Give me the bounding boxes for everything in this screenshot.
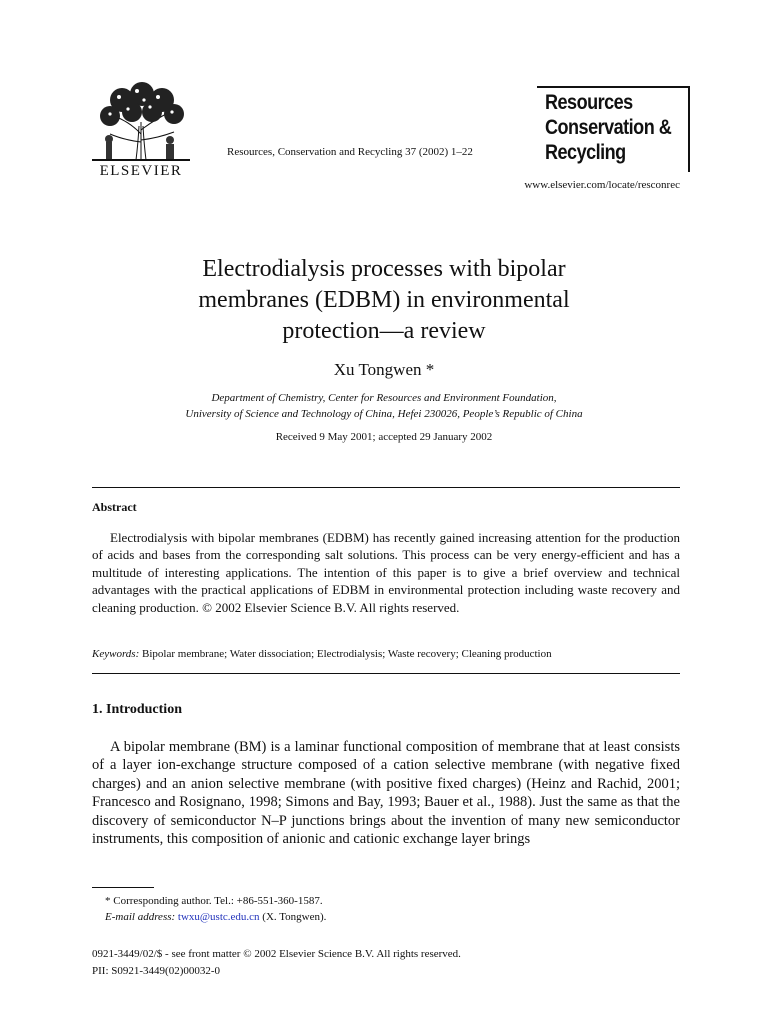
introduction-body <box>92 738 680 848</box>
email-suffix: (X. Tongwen). <box>262 910 327 923</box>
email-link[interactable]: twxu@ustc.edu.cn <box>177 910 260 923</box>
abstract-body <box>92 529 680 616</box>
section-heading-introduction: 1. Introduction <box>92 702 182 717</box>
affiliation-line: Department of Chemistry, Center for Resources and Environment Foundation, <box>211 392 557 404</box>
journal-title-line: Resources <box>545 91 633 114</box>
keywords <box>92 648 552 660</box>
paper-title <box>0 254 768 347</box>
author-name: Xu Tongwen * <box>333 360 435 379</box>
pii-line: PII: S0921-3449(02)00032-0 <box>92 965 221 977</box>
keywords-label: Keywords: <box>92 648 140 660</box>
keywords-text: Bipolar membrane; Water dissociation; Electrodialysis; Waste recovery; Cleaning production <box>142 648 552 660</box>
front-matter <box>92 946 461 980</box>
abstract-text: Electrodialysis with bipolar membranes (EDBM) has recently gained increasing attention for the production of acids and bases from the corresponding salt solutions. This process can be very energy-efficient and has a multitude of interesting applications. The intention of this paper is to give a brief overview and technical advantages with the practical applications of EDBM in environmental protection including waste recovery and cleaning production. © 2002 Elsevier Science B.V. All rights reserved. <box>92 530 680 615</box>
email-label: E-mail address: <box>105 910 176 923</box>
footnote-rule <box>92 887 154 888</box>
journal-title-line: Recycling <box>545 141 626 164</box>
received-accepted-dates: Received 9 May 2001; accepted 29 January 2002 <box>275 431 493 443</box>
abstract-heading: Abstract <box>92 500 137 514</box>
journal-box-rule-side <box>688 86 690 172</box>
title-line: membranes (EDBM) in environmental <box>198 287 570 313</box>
abstract-rule-top <box>92 487 680 488</box>
journal-title-line: Conservation & <box>545 116 672 139</box>
journal-box-rule-top <box>537 86 690 88</box>
abstract-rule-bottom <box>92 673 680 674</box>
affiliation-line: University of Science and Technology of China, Hefei 230026, People’s Republic of China <box>185 408 583 420</box>
corresponding-author-note: * Corresponding author. Tel.: +86-551-360-1587. <box>105 895 323 907</box>
email-note <box>105 910 326 926</box>
introduction-paragraph: A bipolar membrane (BM) is a laminar functional composition of membrane that at least consists of a layer ion-exchange structure composed of a cation selective membrane (with negative fixed charges) and an anion selective membrane (with positive fixed charges) (Heinz and Rachid, 2001; Francesco and Rosignano, 1998; Simons and Bay, 1993; Bauer et al., 1988). Just the same as that the discovery of semiconductor N–P junctions brings about the invention of many new semiconductor instruments, this composition of anionic and cationic exchange layer brings <box>92 739 680 848</box>
footnote <box>105 894 326 925</box>
issn-line: 0921-3449/02/$ - see front matter © 2002 Elsevier Science B.V. All rights reserved. <box>92 948 461 960</box>
title-line: protection—a review <box>282 318 486 344</box>
journal-title <box>545 90 672 165</box>
author-affiliation <box>0 390 768 422</box>
title-line: Electrodialysis processes with bipolar <box>202 256 566 282</box>
journal-citation: Resources, Conservation and Recycling 37 (2002) 1–22 <box>227 146 473 158</box>
journal-url[interactable]: www.elsevier.com/locate/resconrec <box>524 179 680 191</box>
publisher-name: ELSEVIER <box>99 163 183 179</box>
